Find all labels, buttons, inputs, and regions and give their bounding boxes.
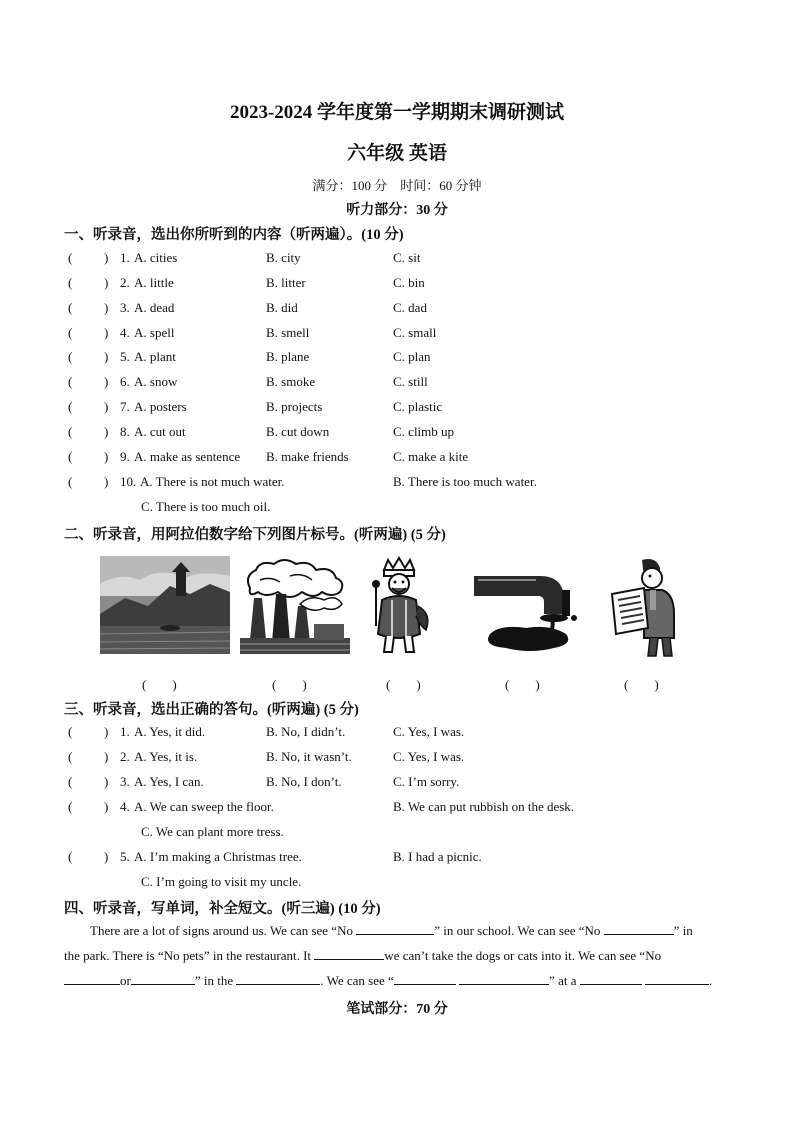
answer-paren-open[interactable]: ( — [68, 349, 73, 364]
lake-landscape-icon — [100, 556, 230, 654]
answer-paren-open[interactable]: ( — [68, 474, 73, 489]
item-number: 3. — [120, 300, 130, 315]
option-a: A. cut out — [134, 424, 186, 439]
blank-input[interactable] — [131, 972, 195, 985]
cloze-text: ” in — [673, 923, 693, 938]
list-item — [68, 300, 748, 318]
option-c: C. I’m sorry. — [393, 774, 460, 789]
answer-paren-open[interactable]: ( — [68, 275, 73, 290]
cloze-text: ” in our school. We can see “No — [434, 923, 601, 938]
option-c-continued: C. We can plant more tress. — [141, 824, 284, 839]
picture-5-answer[interactable]: ( ) — [624, 677, 659, 692]
answer-paren-close: ) — [104, 474, 109, 489]
section-3-heading: 三、听录音，选出正确的答句。(听两遍) (5 分) — [64, 702, 359, 718]
listening-part-heading: 听力部分：30 分 — [346, 203, 448, 218]
answer-paren-close: ) — [104, 300, 109, 315]
item-number: 2. — [120, 749, 130, 764]
factory-smoke-icon — [240, 558, 350, 654]
section-4-heading: 四、听录音，写单词，补全短文。(听三遍) (10 分) — [64, 901, 381, 917]
item-number: 3. — [120, 774, 130, 789]
list-item — [68, 424, 748, 442]
option-b: B. smoke — [266, 374, 316, 389]
option-b: B. No, it wasn’t. — [266, 749, 352, 764]
option-b: B. No, I don’t. — [266, 774, 342, 789]
option-c: C. small — [393, 325, 437, 340]
blank-input[interactable] — [356, 922, 434, 935]
option-c: C. dad — [393, 300, 427, 315]
option-c: C. still — [393, 374, 428, 389]
list-item — [68, 724, 748, 742]
writing-part-heading: 笔试部分：70 分 — [346, 1002, 448, 1017]
answer-paren-open[interactable]: ( — [68, 774, 73, 789]
cloze-text: There are a lot of signs around us. We can see “No — [90, 923, 353, 938]
option-a: A. Yes, it did. — [134, 724, 206, 739]
list-item — [68, 325, 748, 343]
item-number: 1. — [120, 724, 130, 739]
man-newspaper-icon — [604, 554, 688, 660]
blank-input[interactable] — [314, 947, 384, 960]
option-b: B. smell — [266, 325, 310, 340]
option-a: A. snow — [134, 374, 178, 389]
option-c: C. plastic — [393, 399, 443, 414]
list-item — [68, 849, 748, 867]
cloze-text: ” at a — [549, 973, 577, 988]
section-2-heading: 二、听录音，用阿拉伯数字给下列图片标号。(听两遍) (5 分) — [64, 527, 446, 543]
option-a: A. I’m making a Christmas tree. — [134, 849, 302, 864]
section-1-heading: 一、听录音，选出你所听到的内容（听两遍）。(10 分) — [64, 227, 404, 243]
blank-input[interactable] — [236, 972, 320, 985]
item-number: 4. — [120, 325, 130, 340]
answer-paren-open[interactable]: ( — [68, 449, 73, 464]
answer-paren-close: ) — [104, 399, 109, 414]
option-a: A. plant — [134, 349, 176, 364]
answer-paren-close: ) — [104, 424, 109, 439]
option-b: B. make friends — [266, 449, 349, 464]
option-a: A. make as sentence — [134, 449, 241, 464]
blank-input[interactable] — [64, 972, 120, 985]
item-number: 9. — [120, 449, 130, 464]
list-item — [68, 799, 748, 817]
option-c: C. plan — [393, 349, 431, 364]
answer-paren-close: ) — [104, 374, 109, 389]
option-c: C. make a kite — [393, 449, 469, 464]
answer-paren-close: ) — [104, 724, 109, 739]
option-b: B. I had a picnic. — [393, 849, 482, 864]
list-item — [68, 449, 748, 467]
item-number: 4. — [120, 799, 130, 814]
answer-paren-open[interactable]: ( — [68, 399, 73, 414]
item-number: 7. — [120, 399, 130, 414]
option-b: B. No, I didn’t. — [266, 724, 346, 739]
option-b: B. litter — [266, 275, 306, 290]
list-item — [68, 275, 748, 293]
option-b: B. projects — [266, 399, 323, 414]
exam-meta: 满分：100 分 时间：60 分钟 — [312, 178, 482, 193]
option-c: C. climb up — [393, 424, 455, 439]
list-item — [68, 349, 748, 367]
list-item — [68, 374, 748, 392]
list-item — [68, 774, 748, 792]
item-number: 6. — [120, 374, 130, 389]
option-b: B. We can put rubbish on the desk. — [393, 799, 575, 814]
blank-input[interactable] — [394, 972, 456, 985]
answer-paren-close: ) — [104, 250, 109, 265]
option-c: C. sit — [393, 250, 421, 265]
answer-paren-open[interactable]: ( — [68, 749, 73, 764]
blank-input[interactable] — [580, 972, 642, 985]
item-number: 1. — [120, 250, 130, 265]
cloze-text: . We can see “ — [320, 973, 394, 988]
answer-paren-open[interactable]: ( — [68, 300, 73, 315]
list-item — [68, 399, 748, 417]
item-number: 10. — [120, 474, 137, 489]
option-a: A. dead — [134, 300, 175, 315]
answer-paren-open[interactable]: ( — [68, 325, 73, 340]
answer-paren-close: ) — [104, 774, 109, 789]
cloze-paragraph — [64, 918, 732, 993]
answer-paren-close: ) — [104, 849, 109, 864]
option-c: C. Yes, I was. — [393, 749, 465, 764]
picture-4-answer[interactable]: ( ) — [505, 677, 540, 692]
picture-3-answer[interactable]: ( ) — [386, 677, 421, 692]
answer-paren-open[interactable]: ( — [68, 724, 73, 739]
answer-paren-open[interactable]: ( — [68, 424, 73, 439]
item-number: 5. — [120, 849, 130, 864]
king-icon — [362, 556, 436, 658]
cloze-text: ” in the — [194, 973, 234, 988]
answer-paren-open[interactable]: ( — [68, 250, 73, 265]
option-a: A. There is not much water. — [140, 474, 285, 489]
answer-paren-close: ) — [104, 275, 109, 290]
option-a: A. We can sweep the floor. — [134, 799, 274, 814]
oil-pipe-icon — [470, 568, 580, 654]
list-item — [68, 250, 748, 268]
cloze-text: we can’t take the dogs or cats into it. We can see “No — [384, 948, 662, 963]
option-a: A. cities — [134, 250, 178, 265]
answer-paren-open[interactable]: ( — [68, 849, 73, 864]
option-b: B. did — [266, 300, 298, 315]
item-number: 8. — [120, 424, 130, 439]
option-b: B. There is too much water. — [393, 474, 537, 489]
cloze-text: or — [120, 973, 131, 988]
answer-paren-close: ) — [104, 325, 109, 340]
option-a: A. posters — [134, 399, 187, 414]
item-number: 5. — [120, 349, 130, 364]
option-b: B. plane — [266, 349, 310, 364]
item-number: 2. — [120, 275, 130, 290]
option-c-continued: C. I’m going to visit my uncle. — [141, 874, 302, 889]
cloze-text: . — [708, 973, 713, 988]
answer-paren-close: ) — [104, 749, 109, 764]
answer-paren-open[interactable]: ( — [68, 799, 73, 814]
blank-input[interactable] — [604, 922, 674, 935]
picture-1-answer[interactable]: ( ) — [142, 677, 177, 692]
option-a: A. Yes, it is. — [134, 749, 198, 764]
picture-2-answer[interactable]: ( ) — [272, 677, 307, 692]
option-c-continued: C. There is too much oil. — [141, 499, 271, 514]
answer-paren-close: ) — [104, 799, 109, 814]
exam-title: 2023-2024 学年度第一学期期末调研测试 — [229, 102, 565, 123]
option-c: C. Yes, I was. — [393, 724, 465, 739]
answer-paren-open[interactable]: ( — [68, 374, 73, 389]
option-a: A. Yes, I can. — [134, 774, 204, 789]
answer-paren-close: ) — [104, 349, 109, 364]
blank-input[interactable] — [645, 972, 709, 985]
list-item — [68, 474, 748, 492]
option-a: A. spell — [134, 325, 175, 340]
option-a: A. little — [134, 275, 174, 290]
option-b: B. cut down — [266, 424, 330, 439]
blank-input[interactable] — [459, 972, 549, 985]
answer-paren-close: ) — [104, 449, 109, 464]
cloze-text: the park. There is “No pets” in the restaurant. It — [64, 948, 312, 963]
option-c: C. bin — [393, 275, 425, 290]
exam-subtitle: 六年级 英语 — [347, 143, 447, 164]
list-item — [68, 749, 748, 767]
option-b: B. city — [266, 250, 301, 265]
